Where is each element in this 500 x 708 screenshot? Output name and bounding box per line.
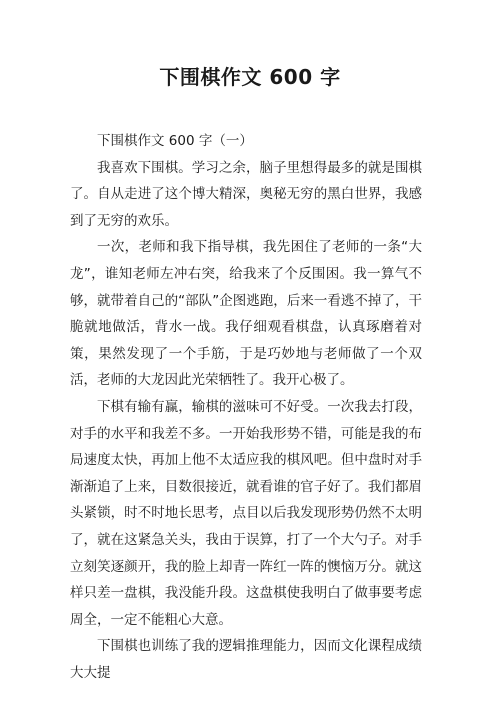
paragraph: 一次，老师和我下指导棋，我先困住了老师的一条“大龙”，谁知老师左冲右突，给我来了个反围困。我一算气不够，就带着自己的“部队”企图逃跑，后来一看逃不掉了，干脆就地做活，背水一战。我仔细观看棋盘，认真琢磨着对策，果然发现了一个手筋，于是巧妙地与老师做了一个双活，老师的大龙因此光荣牺牲了。我开心极了。: [70, 239, 422, 389]
document-body: [70, 128, 422, 686]
paragraph: 下围棋也训练了我的逻辑推理能力，因而文化课程成绩大大提: [70, 638, 422, 681]
paragraph-heading: 下围棋作文 600 字（一）: [97, 133, 253, 149]
document-title: 下围棋作文 600 字: [159, 65, 341, 89]
paragraph: 下棋有输有赢，输棋的滋味可不好受。一次我去打段，对手的水平和我差不多。一开始我形势不错，可能是我的布局速度太快，再加上他不太适应我的棋风吧。但中盘时对手渐渐追了上来，目数很接近，就看谁的官子好了。我们都眉头紧锁，时不时地长思考，点目以后我发现形势仍然不太明了，就在这紧急关头，我由于误算，打了一个大勺子。对手立刻笑逐颜开，我的脸上却青一阵红一阵的懊恼万分。就这样只差一盘棋，我没能升段。这盘棋使我明白了做事要考虑周全，一定不能粗心大意。: [70, 398, 422, 628]
paragraph: 我喜欢下围棋。学习之余，脑子里想得最多的就是围棋了。自从走进了这个博大精深，奥秘无穷的黑白世界，我感到了无穷的欢乐。: [70, 159, 422, 229]
